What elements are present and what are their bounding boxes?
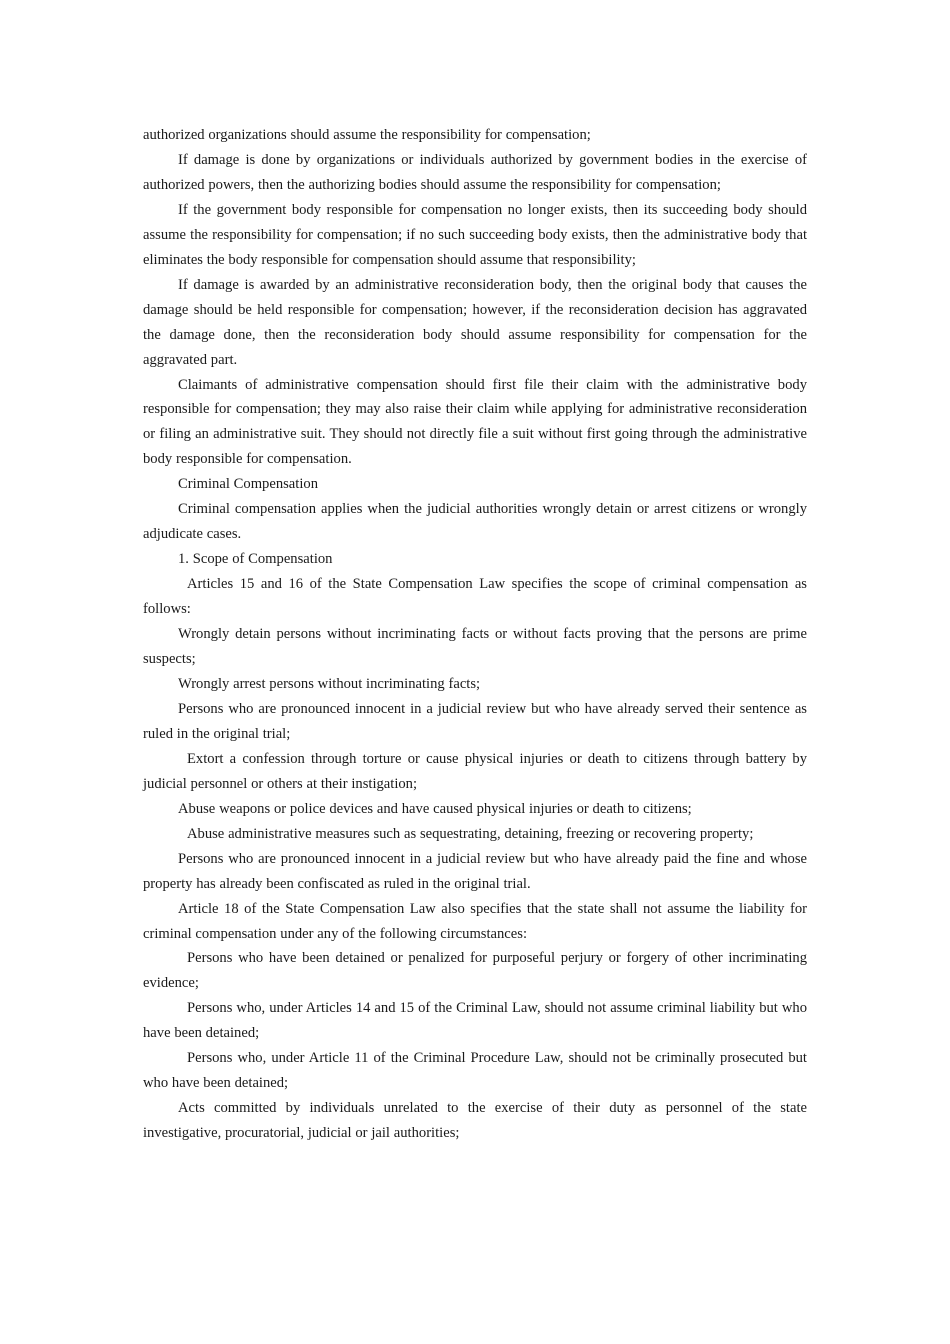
heading-criminal-compensation: Criminal Compensation [178, 476, 318, 493]
paragraph-claimants-filing: Claimants of administrative compensation should first file their claim with the administrative body responsible for compensation; they may also raise their claim while applying for administrative reconsideration or filing an administrative suit. They should not directly file a suit without first going through the administrative body responsible for compensation. [143, 376, 807, 468]
paragraph-reconsideration-body: If damage is awarded by an administrative reconsideration body, then the original body that causes the damage should be held responsible for compensation; however, if the reconsideration decision has aggravated the damage done, then the reconsideration body should assume responsibility for compensation for the aggravated part. [143, 276, 807, 368]
exclusion-item-article-11: Persons who, under Article 11 of the Criminal Procedure Law, should not be criminally prosecuted but who have been detained; [143, 1050, 807, 1092]
heading-scope-of-compensation: 1. Scope of Compensation [178, 551, 333, 568]
paragraph-criminal-compensation-applies: Criminal compensation applies when the judicial authorities wrongly detain or arrest citizens or wrongly adjudicate cases. [143, 501, 807, 543]
paragraph-articles-15-16: Articles 15 and 16 of the State Compensation Law specifies the scope of criminal compensation as follows: [143, 576, 807, 618]
paragraph-succeeding-body: If the government body responsible for compensation no longer exists, then its succeeding body should assume the responsibility for compensation; if no such succeeding body exists, then the administrative body that eliminates the body responsible for compensation should assume that responsibility; [143, 201, 807, 268]
list-item-abuse-administrative-measures: Abuse administrative measures such as sequestrating, detaining, freezing or recovering property; [187, 825, 754, 842]
document-text-column [143, 123, 807, 1146]
exclusion-item-perjury-forgery: Persons who have been detained or penalized for purposeful perjury or forgery of other incriminating evidence; [143, 950, 807, 992]
exclusion-item-articles-14-15: Persons who, under Articles 14 and 15 of the Criminal Law, should not assume criminal liability but who have been detained; [143, 1000, 807, 1042]
list-item-innocent-served-sentence: Persons who are pronounced innocent in a judicial review but who have already served their sentence as ruled in the original trial; [143, 700, 807, 742]
list-item-wrongly-detain: Wrongly detain persons without incriminating facts or without facts proving that the persons are prime suspects; [143, 626, 807, 668]
paragraph-authorized-powers: If damage is done by organizations or individuals authorized by government bodies in the exercise of authorized powers, then the authorizing bodies should assume the responsibility for compensation; [143, 151, 807, 193]
list-item-innocent-paid-fine: Persons who are pronounced innocent in a judicial review but who have already paid the fine and whose property has already been confiscated as ruled in the original trial. [143, 850, 807, 892]
list-item-extort-confession: Extort a confession through torture or cause physical injuries or death to citizens through battery by judicial personnel or others at their instigation; [143, 750, 807, 792]
list-item-wrongly-arrest: Wrongly arrest persons without incriminating facts; [178, 675, 481, 692]
exclusion-item-acts-unrelated-to-duty: Acts committed by individuals unrelated to the exercise of their duty as personnel of the state investigative, procuratorial, judicial or jail authorities; [143, 1100, 807, 1142]
paragraph-continuation: authorized organizations should assume the responsibility for compensation; [143, 127, 591, 143]
list-item-abuse-weapons: Abuse weapons or police devices and have caused physical injuries or death to citizens; [178, 800, 692, 817]
paragraph-article-18-exclusions: Article 18 of the State Compensation Law also specifies that the state shall not assume the liability for criminal compensation under any of the following circumstances: [143, 900, 807, 942]
